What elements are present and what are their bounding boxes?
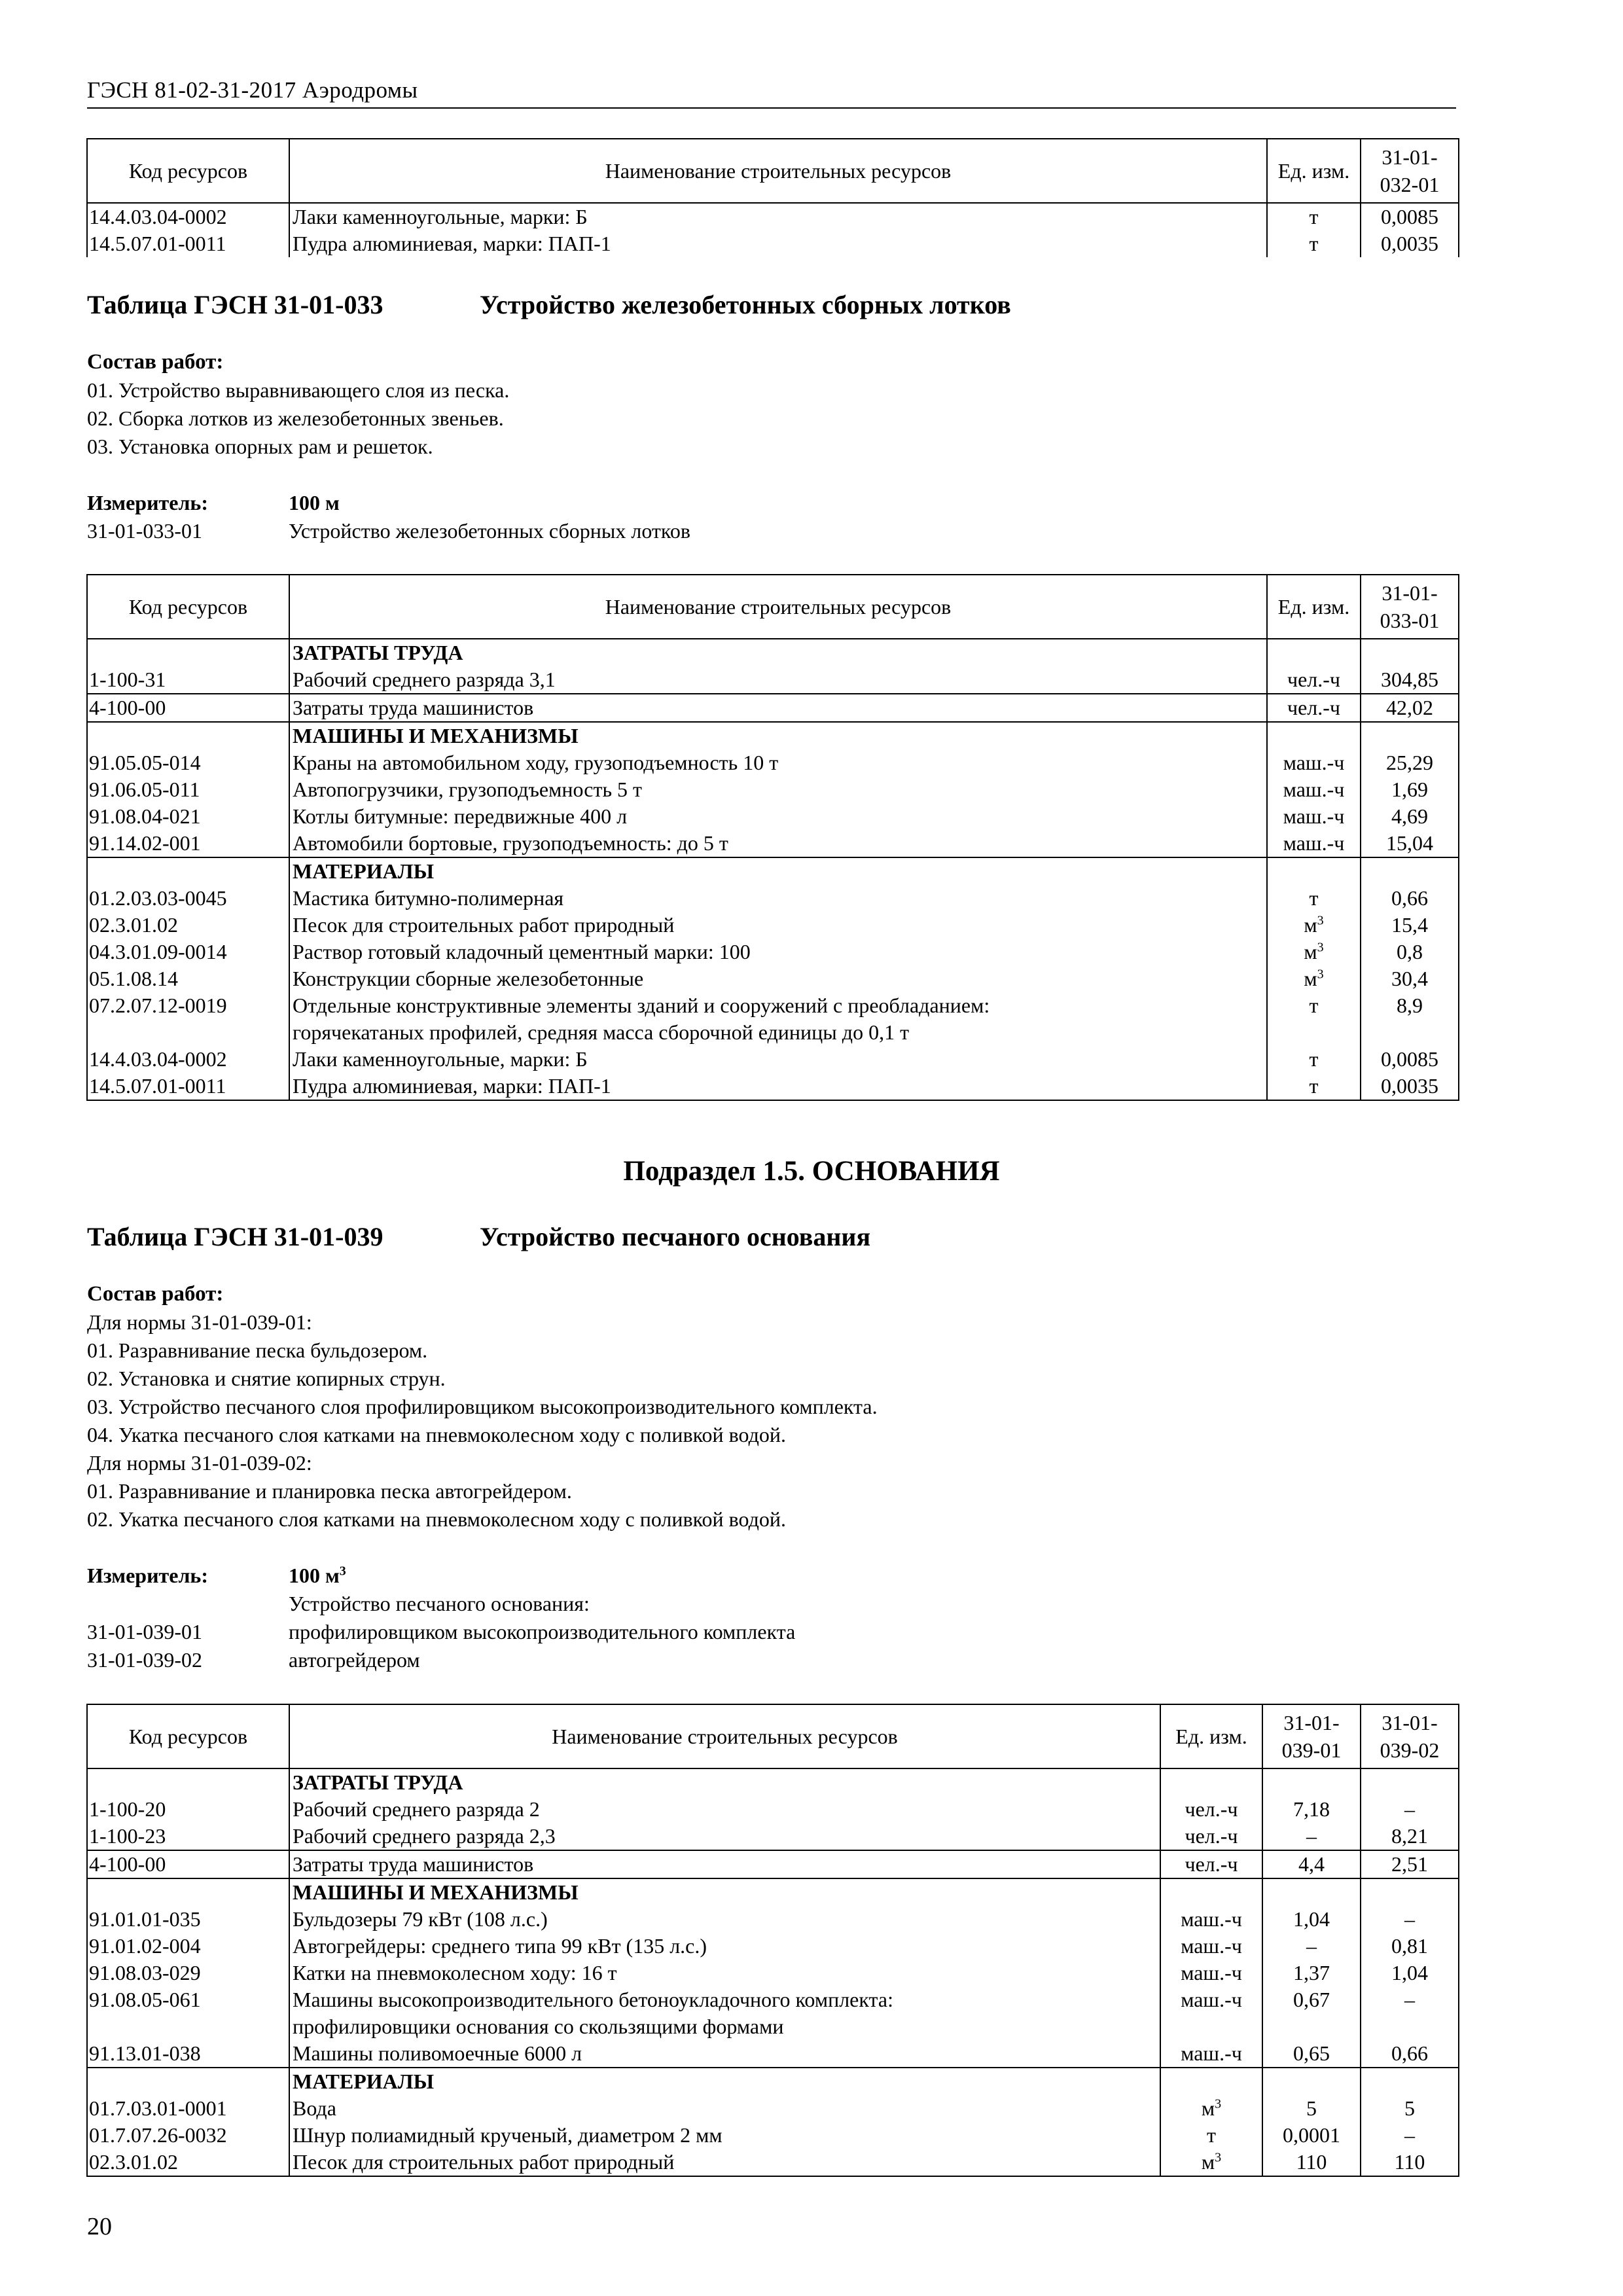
table-row (87, 1019, 1459, 1046)
cell (87, 1768, 289, 1796)
resource-code: 01.7.07.26-0032 (87, 2122, 289, 2149)
cell (1160, 2068, 1262, 2095)
resource-name: Мастика битумно-полимерная (289, 885, 1267, 912)
column-header: 31-01- 033-01 (1361, 575, 1459, 639)
table-row (87, 965, 1459, 992)
value: 0,0085 (1361, 203, 1459, 230)
measure-value: 100 $м^3$ (289, 1564, 346, 1587)
table-row (87, 1796, 1459, 1823)
table-row (87, 1850, 1459, 1878)
unit: т (1267, 992, 1361, 1019)
column-header: 31-01- 039-01 (1262, 1704, 1361, 1768)
value: 5 (1361, 2095, 1459, 2122)
unit: $м^3$ (1267, 912, 1361, 939)
table-row (87, 694, 1459, 722)
value: 7,18 (1262, 1796, 1361, 1823)
section-row (87, 1878, 1459, 1906)
value: 0,0035 (1361, 230, 1459, 257)
table-heading-039 (87, 1221, 871, 1252)
table-row (87, 1960, 1459, 1986)
cell (1262, 1768, 1361, 1796)
value: 42,02 (1361, 694, 1459, 722)
value: 4,69 (1361, 803, 1459, 830)
cell (87, 2068, 289, 2095)
header-rule (87, 107, 1456, 109)
resource-name: Катки на пневмоколесном ходу: 16 т (289, 1960, 1160, 1986)
value: 0,0001 (1262, 2122, 1361, 2149)
column-header: 31-01- 039-02 (1361, 1704, 1459, 1768)
column-header: Наименование строительных ресурсов (289, 575, 1267, 639)
table-row (87, 1046, 1459, 1073)
work-item: 01. Разравнивание и планировка песка автогрейдером. (87, 1479, 572, 1503)
cell (1160, 1768, 1262, 1796)
unit: $м^3$ (1160, 2095, 1262, 2122)
resource-name: Автогрейдеры: среднего типа 99 кВт (135 л.с.) (289, 1933, 1160, 1960)
cell (1361, 857, 1459, 885)
table-label: Таблица ГЭСН 31-01-039 (87, 1222, 383, 1251)
value: 0,65 (1262, 2040, 1361, 2068)
resource-code: 04.3.01.09-0014 (87, 939, 289, 965)
table-row (87, 230, 1459, 257)
table-row (87, 803, 1459, 830)
norm-name: автогрейдером (289, 1648, 420, 1672)
resource-code: 91.08.05-061 (87, 1986, 289, 2013)
table-label: Таблица ГЭСН 31-01-033 (87, 290, 383, 319)
measure-sup: 3 (339, 1564, 346, 1579)
resource-name: Песок для строительных работ природный (289, 2149, 1160, 2176)
unit: маш.-ч (1160, 1960, 1262, 1986)
resource-code: 91.01.01-035 (87, 1906, 289, 1933)
table-row (87, 912, 1459, 939)
resource-name: Автопогрузчики, грузоподъемность 5 т (289, 776, 1267, 803)
measure-desc: Устройство песчаного основания: (289, 1592, 590, 1615)
value: – (1361, 1906, 1459, 1933)
unit (1160, 2013, 1262, 2040)
value (1262, 2013, 1361, 2040)
table-header-row (87, 139, 1459, 203)
unit: т (1267, 885, 1361, 912)
cell (1361, 1768, 1459, 1796)
table-row (87, 2040, 1459, 2068)
resource-name: Затраты труда машинистов (289, 1850, 1160, 1878)
unit: маш.-ч (1267, 776, 1361, 803)
resource-name: Вода (289, 2095, 1160, 2122)
cell (87, 1878, 289, 1906)
resource-name: Песок для строительных работ природный (289, 912, 1267, 939)
cell (1361, 722, 1459, 749)
section-row (87, 639, 1459, 666)
value: 25,29 (1361, 749, 1459, 776)
value: 15,04 (1361, 830, 1459, 857)
table-title: Устройство песчаного основания (480, 1222, 871, 1251)
cell (1267, 639, 1361, 666)
value (1361, 2013, 1459, 2040)
section-title: ЗАТРАТЫ ТРУДА (289, 1768, 1160, 1796)
resource-name: Пудра алюминиевая, марки: ПАП-1 (289, 230, 1267, 257)
value: 0,0085 (1361, 1046, 1459, 1073)
page-number: 20 (87, 2213, 112, 2240)
table-row (87, 1906, 1459, 1933)
unit: маш.-ч (1160, 2040, 1262, 2068)
resource-code: 14.4.03.04-0002 (87, 1046, 289, 1073)
section-row (87, 857, 1459, 885)
resource-code: 01.7.03.01-0001 (87, 2095, 289, 2122)
resources-table-032 (86, 138, 1459, 257)
cell (1262, 1878, 1361, 1906)
resource-name: Затраты труда машинистов (289, 694, 1267, 722)
value: 8,9 (1361, 992, 1459, 1019)
value: 1,04 (1262, 1906, 1361, 1933)
cell (87, 857, 289, 885)
resource-code: 02.3.01.02 (87, 2149, 289, 2176)
table-row (87, 2149, 1459, 2176)
column-header: Ед. изм. (1160, 1704, 1262, 1768)
norm-code: 31-01-033-01 (87, 519, 202, 543)
unit: т (1267, 230, 1361, 257)
resource-name: Машины высокопроизводительного бетоноукладочного комплекта: (289, 1986, 1160, 2013)
value: 1,69 (1361, 776, 1459, 803)
resource-code: 1-100-23 (87, 1823, 289, 1850)
cell (87, 722, 289, 749)
resource-name: Рабочий среднего разряда 2,3 (289, 1823, 1160, 1850)
resource-code: 91.05.05-014 (87, 749, 289, 776)
resource-code: 14.4.03.04-0002 (87, 203, 289, 230)
cell (1361, 2068, 1459, 2095)
table-header-row (87, 575, 1459, 639)
resource-name: Лаки каменноугольные, марки: Б (289, 203, 1267, 230)
resources-table-039 (86, 1704, 1459, 2177)
resource-code: 05.1.08.14 (87, 965, 289, 992)
value: 30,4 (1361, 965, 1459, 992)
unit: маш.-ч (1160, 1986, 1262, 2013)
cell (1361, 1878, 1459, 1906)
unit: чел.-ч (1160, 1823, 1262, 1850)
unit: $м^3$ (1267, 939, 1361, 965)
resource-name: Пудра алюминиевая, марки: ПАП-1 (289, 1073, 1267, 1100)
resource-code (87, 1019, 289, 1046)
resource-code: 91.08.03-029 (87, 1960, 289, 1986)
value (1361, 1019, 1459, 1046)
table-title: Устройство железобетонных сборных лотков (480, 290, 1011, 319)
norm-code: 31-01-039-01 (87, 1620, 202, 1643)
cell (87, 639, 289, 666)
norm-name: профилировщиком высокопроизводительного комплекта (289, 1620, 796, 1643)
value: 2,51 (1361, 1850, 1459, 1878)
cell (1267, 722, 1361, 749)
resource-name: Бульдозеры 79 кВт (108 л.с.) (289, 1906, 1160, 1933)
work-item: Для нормы 31-01-039-02: (87, 1451, 312, 1475)
resource-name: профилировщики основания со скользящими формами (289, 2013, 1160, 2040)
value: – (1262, 1823, 1361, 1850)
table-heading-033 (87, 289, 1011, 320)
value: 304,85 (1361, 666, 1459, 694)
resource-code: 1-100-31 (87, 666, 289, 694)
work-item: 04. Укатка песчаного слоя катками на пневмоколесном ходу с поливкой водой. (87, 1423, 787, 1446)
resource-name: Машины поливомоечные 6000 л (289, 2040, 1160, 2068)
unit: маш.-ч (1160, 1906, 1262, 1933)
table-row (87, 1986, 1459, 2013)
value: 0,0035 (1361, 1073, 1459, 1100)
value: 110 (1361, 2149, 1459, 2176)
cell (1361, 639, 1459, 666)
unit: маш.-ч (1267, 749, 1361, 776)
resource-name: горячекатаных профилей, средняя масса сборочной единицы до 0,1 т (289, 1019, 1267, 1046)
resource-code: 91.14.02-001 (87, 830, 289, 857)
table-row (87, 1823, 1459, 1850)
table-row (87, 666, 1459, 694)
resource-code: 07.2.07.12-0019 (87, 992, 289, 1019)
resource-code: 14.5.07.01-0011 (87, 230, 289, 257)
table-row (87, 749, 1459, 776)
cell (1160, 1878, 1262, 1906)
column-header: Наименование строительных ресурсов (289, 1704, 1160, 1768)
resources-table-033 (86, 574, 1459, 1101)
resource-code: 02.3.01.02 (87, 912, 289, 939)
measure-value: 100 м (289, 491, 340, 514)
table-row (87, 1933, 1459, 1960)
unit: маш.-ч (1160, 1933, 1262, 1960)
value: 110 (1262, 2149, 1361, 2176)
unit: т (1267, 1073, 1361, 1100)
resource-code: 4-100-00 (87, 694, 289, 722)
section-title: МАШИНЫ И МЕХАНИЗМЫ (289, 722, 1267, 749)
value: – (1361, 1986, 1459, 2013)
work-item: 03. Устройство песчаного слоя профилировщиком высокопроизводительного комплекта. (87, 1395, 878, 1418)
unit: маш.-ч (1267, 803, 1361, 830)
resource-name: Рабочий среднего разряда 2 (289, 1796, 1160, 1823)
section-row (87, 722, 1459, 749)
unit: чел.-ч (1267, 694, 1361, 722)
table-header-row (87, 1704, 1459, 1768)
column-header: 31-01- 032-01 (1361, 139, 1459, 203)
resource-name: Краны на автомобильном ходу, грузоподъемность 10 т (289, 749, 1267, 776)
resource-name: Лаки каменноугольные, марки: Б (289, 1046, 1267, 1073)
column-header: Код ресурсов (87, 139, 289, 203)
value: – (1361, 2122, 1459, 2149)
resource-name: Рабочий среднего разряда 3,1 (289, 666, 1267, 694)
value: 15,4 (1361, 912, 1459, 939)
norm-code: 31-01-039-02 (87, 1648, 202, 1672)
table-row (87, 2013, 1459, 2040)
table-row (87, 992, 1459, 1019)
value: 8,21 (1361, 1823, 1459, 1850)
unit: т (1160, 2122, 1262, 2149)
norm-name: Устройство железобетонных сборных лотков (289, 519, 690, 543)
table-row (87, 2095, 1459, 2122)
column-header: Код ресурсов (87, 575, 289, 639)
value: 0,81 (1361, 1933, 1459, 1960)
section-title: ЗАТРАТЫ ТРУДА (289, 639, 1267, 666)
value: 0,66 (1361, 885, 1459, 912)
table-row (87, 885, 1459, 912)
unit: чел.-ч (1160, 1796, 1262, 1823)
section-row (87, 1768, 1459, 1796)
resource-code: 91.08.04-021 (87, 803, 289, 830)
value: 0,8 (1361, 939, 1459, 965)
resource-name: Раствор готовый кладочный цементный марки: 100 (289, 939, 1267, 965)
work-item: 01. Разравнивание песка бульдозером. (87, 1338, 428, 1362)
unit: чел.-ч (1267, 666, 1361, 694)
value: 4,4 (1262, 1850, 1361, 1878)
table-row (87, 830, 1459, 857)
resource-code: 14.5.07.01-0011 (87, 1073, 289, 1100)
resource-code (87, 2013, 289, 2040)
resource-code: 91.06.05-011 (87, 776, 289, 803)
resource-code: 01.2.03.03-0045 (87, 885, 289, 912)
work-item: 03. Установка опорных рам и решеток. (87, 435, 433, 458)
cell (1262, 2068, 1361, 2095)
column-header: Наименование строительных ресурсов (289, 139, 1267, 203)
unit: т (1267, 203, 1361, 230)
unit: $м^3$ (1160, 2149, 1262, 2176)
resource-code: 1-100-20 (87, 1796, 289, 1823)
resource-name: Отдельные конструктивные элементы зданий и сооружений с преобладанием: (289, 992, 1267, 1019)
table-row (87, 776, 1459, 803)
unit (1267, 1019, 1361, 1046)
value: 0,67 (1262, 1986, 1361, 2013)
cell (1267, 857, 1361, 885)
value: 5 (1262, 2095, 1361, 2122)
unit: $м^3$ (1267, 965, 1361, 992)
section-title: МАШИНЫ И МЕХАНИЗМЫ (289, 1878, 1160, 1906)
measure-label: Измеритель: (87, 1564, 208, 1587)
section-title: МАТЕРИАЛЫ (289, 857, 1267, 885)
section-title: МАТЕРИАЛЫ (289, 2068, 1160, 2095)
value: – (1361, 1796, 1459, 1823)
running-header: ГЭСН 81-02-31-2017 Аэродромы (87, 77, 418, 103)
unit: чел.-ч (1160, 1850, 1262, 1878)
table-row (87, 1073, 1459, 1100)
column-header: Ед. изм. (1267, 139, 1361, 203)
works-label: Состав работ: (87, 1282, 224, 1306)
resource-name: Котлы битумные: передвижные 400 л (289, 803, 1267, 830)
resource-code: 91.01.02-004 (87, 1933, 289, 1960)
table-row (87, 203, 1459, 230)
unit: маш.-ч (1267, 830, 1361, 857)
resource-name: Автомобили бортовые, грузоподъемность: до 5 т (289, 830, 1267, 857)
measure-label: Измеритель: (87, 491, 208, 514)
unit: т (1267, 1046, 1361, 1073)
column-header: Ед. изм. (1267, 575, 1361, 639)
resource-name: Шнур полиамидный крученый, диаметром 2 мм (289, 2122, 1160, 2149)
value: 0,66 (1361, 2040, 1459, 2068)
value: 1,04 (1361, 1960, 1459, 1986)
work-item: 01. Устройство выравнивающего слоя из песка. (87, 378, 510, 402)
work-item: 02. Установка и снятие копирных струн. (87, 1367, 446, 1390)
resource-code: 4-100-00 (87, 1850, 289, 1878)
resource-code: 91.13.01-038 (87, 2040, 289, 2068)
work-item: Для нормы 31-01-039-01: (87, 1310, 312, 1334)
subsection-heading: Подраздел 1.5. ОСНОВАНИЯ (623, 1156, 1000, 1187)
work-item: 02. Сборка лотков из железобетонных звеньев. (87, 406, 504, 430)
value: – (1262, 1933, 1361, 1960)
section-row (87, 2068, 1459, 2095)
works-label: Состав работ: (87, 350, 224, 374)
table-row (87, 939, 1459, 965)
work-item: 02. Укатка песчаного слоя катками на пневмоколесном ходу с поливкой водой. (87, 1507, 787, 1531)
table-row (87, 2122, 1459, 2149)
value: 1,37 (1262, 1960, 1361, 1986)
column-header: Код ресурсов (87, 1704, 289, 1768)
resource-name: Конструкции сборные железобетонные (289, 965, 1267, 992)
